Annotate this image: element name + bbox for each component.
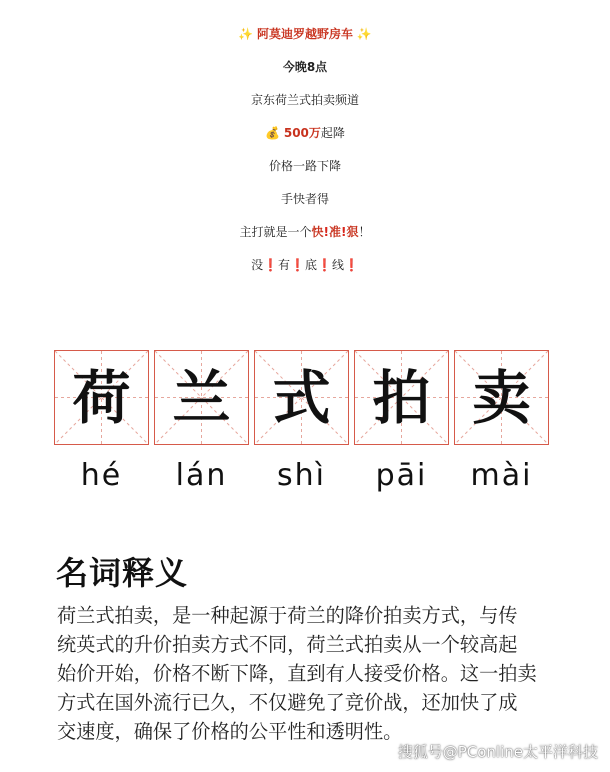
intro-price-line (0, 126, 610, 140)
watermark: 搜狐号@PConline太平洋科技 (397, 743, 598, 761)
grid-cell (154, 350, 249, 445)
pinyin-syllable: mài (470, 458, 533, 493)
grid-character: 式 (272, 363, 331, 432)
no-bottom-char: 有 (278, 258, 291, 272)
grid-cell (354, 350, 449, 445)
pinyin-syllable: lán (175, 458, 228, 493)
grid-cell (454, 350, 549, 445)
pinyin-row (54, 458, 549, 493)
slogan-word: 狠 (346, 225, 359, 239)
pinyin-syllable: pāi (375, 458, 428, 493)
grid-character: 兰 (172, 363, 231, 432)
pinyin-syllable: hé (80, 458, 123, 493)
pinyin-syllable: shì (277, 458, 326, 493)
paragraph-line: 方式在国外流行已久，不仅避免了竞价战，还加快了成 (57, 691, 518, 714)
grid-character: 卖 (472, 363, 531, 432)
exclamation-icon: ! (341, 225, 347, 239)
slogan-word: 准 (328, 225, 341, 239)
money-bag-icon: 💰 (265, 126, 281, 140)
grid-character: 荷 (72, 363, 131, 432)
intro-channel: 京东荷兰式拍卖频道 (250, 93, 359, 107)
no-bottom-char: 没 (251, 258, 264, 272)
exclamation-icon: ❗ (290, 258, 305, 272)
no-bottom-char: 线 (331, 258, 344, 272)
intro-slogan (0, 225, 610, 239)
sparkle-icon: ✨ (356, 27, 372, 41)
grid-character: 拍 (372, 363, 431, 432)
slogan-prefix: 主打就是一个 (239, 225, 312, 239)
exclamation-icon: ❗ (317, 258, 332, 272)
section-heading: 名词释义 (56, 554, 189, 592)
exclamation-icon: ❗ (343, 258, 359, 272)
paragraph-line: 统英式的升价拍卖方式不同，荷兰式拍卖从一个较高起 (57, 633, 518, 656)
definition-paragraph (57, 601, 557, 746)
grid-cell (54, 350, 149, 445)
character-grid (54, 350, 549, 445)
grid-cell (254, 350, 349, 445)
intro-title: 阿莫迪罗越野房车 (256, 27, 353, 41)
paragraph-line: 荷兰式拍卖，是一种起源于荷兰的降价拍卖方式，与传 (57, 604, 518, 627)
intro-price-suffix: 起降 (320, 126, 345, 140)
intro-price-amount: 500万 (283, 126, 321, 140)
intro-title-line (0, 27, 610, 41)
intro-no-bottom-line (0, 258, 610, 272)
intro-price-drop: 价格一路下降 (268, 159, 341, 173)
no-bottom-char: 底 (305, 258, 318, 272)
slogan-end: ！ (358, 225, 371, 239)
slogan-word: 快 (311, 225, 324, 239)
paragraph-line: 始价开始，价格不断下降，直到有人接受价格。这一拍卖 (57, 662, 537, 685)
exclamation-icon: ❗ (263, 258, 279, 272)
intro-time: 今晚8点 (282, 60, 328, 74)
paragraph-line: 交速度，确保了价格的公平性和透明性。 (57, 720, 403, 743)
exclamation-icon: ! (323, 225, 329, 239)
sparkle-icon: ✨ (238, 27, 254, 41)
intro-first-come: 手快者得 (280, 192, 329, 206)
